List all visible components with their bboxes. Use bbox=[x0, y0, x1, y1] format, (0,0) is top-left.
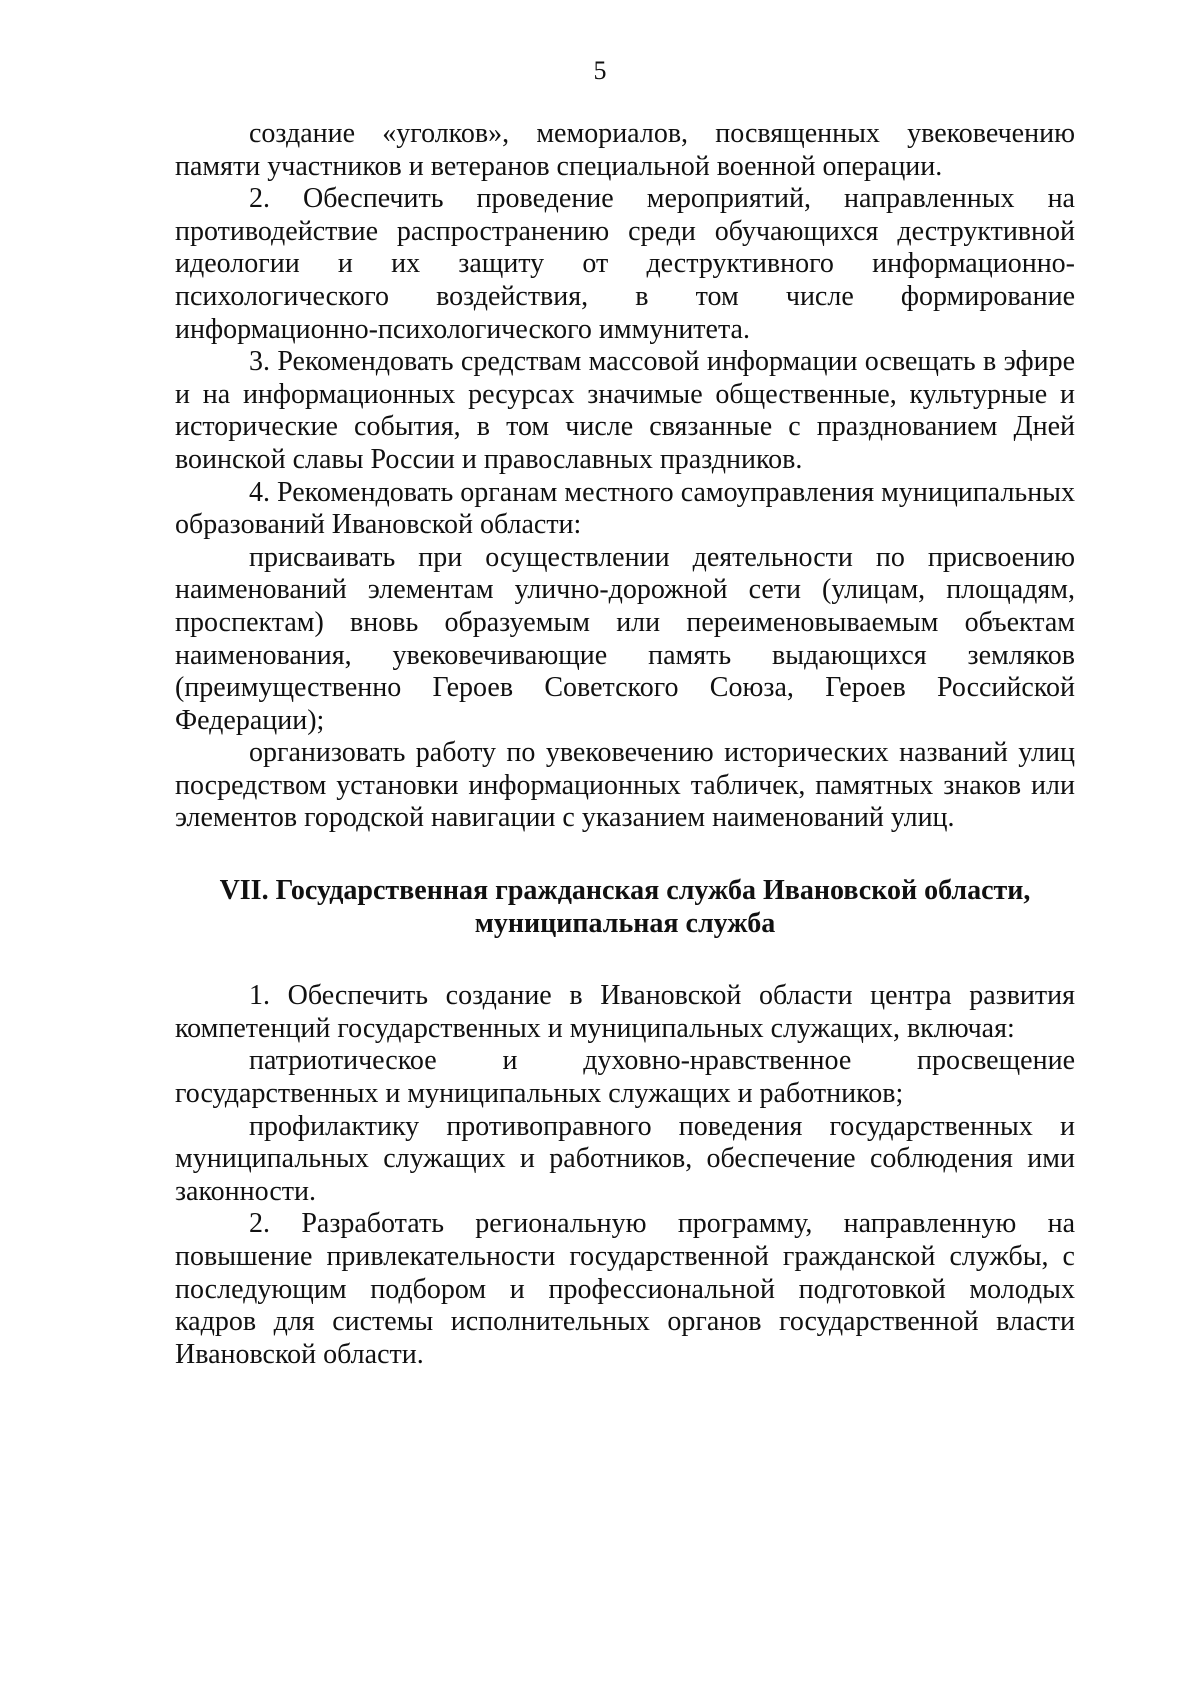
paragraph-item-3-mass-media: 3. Рекомендовать средствам массовой информации освещать в эфире и на информационных ресурсах значимые общественные, культурные и исторические события, в том числе связанные с празднованием Дней воинской славы России и православных праздников. bbox=[175, 346, 1075, 475]
section-vii-heading-line-1: VII. Государственная гражданская служба Ивановской области, bbox=[219, 875, 1031, 907]
paragraph-item-4-local-government: 4. Рекомендовать органам местного самоуправления муниципальных образований Ивановской области: bbox=[175, 476, 1075, 541]
page-number: 5 bbox=[593, 56, 607, 85]
document-body bbox=[175, 118, 1075, 1371]
paragraph-vii-prevention: профилактику противоправного поведения государственных и муниципальных служащих и работников, обеспечение соблюдения ими законности. bbox=[175, 1110, 1075, 1207]
paragraph-street-naming: присваивать при осуществлении деятельности по присвоению наименований элементам улично-дорожной сети (улицам, площадям, проспектам) вновь образуемым или переименовываемым объектам наименования, увековечивающие память выдающихся земляков (преимущественно Героев Советского Союза, Героев Российской Федерации); bbox=[175, 541, 1075, 736]
section-vii-heading-line-2: муниципальная служба bbox=[474, 907, 776, 939]
paragraph-item-2-destructive-ideology: 2. Обеспечить проведение мероприятий, направленных на противодействие распространению среди обучающихся деструктивной идеологии и их защиту от деструктивного информационно-психологического воздействия, в том числе формирование информационно-психологического иммунитета. bbox=[175, 183, 1075, 345]
paragraph-vii-patriotic-education: патриотическое и духовно-нравственное просвещение государственных и муниципальных служащих и работников; bbox=[175, 1045, 1075, 1110]
paragraph-vii-item-1-competence-center: 1. Обеспечить создание в Ивановской области центра развития компетенций государственных и муниципальных служащих, включая: bbox=[175, 980, 1075, 1044]
paragraph-historical-street-names: организовать работу по увековечению исторических названий улиц посредством установки информационных табличек, памятных знаков или элементов городской навигации с указанием наименований улиц. bbox=[175, 737, 1075, 834]
paragraph-vii-item-2-regional-program: 2. Разработать региональную программу, направленную на повышение привлекательности государственной гражданской службы, с последующим подбором и профессиональной подготовкой молодых кадров для системы исполнительных органов государственной власти Ивановской области. bbox=[175, 1208, 1075, 1370]
paragraph-memorials: создание «уголков», мемориалов, посвященных увековечению памяти участников и ветеранов специальной военной операции. bbox=[175, 118, 1075, 182]
section-vii-heading bbox=[175, 875, 1075, 940]
